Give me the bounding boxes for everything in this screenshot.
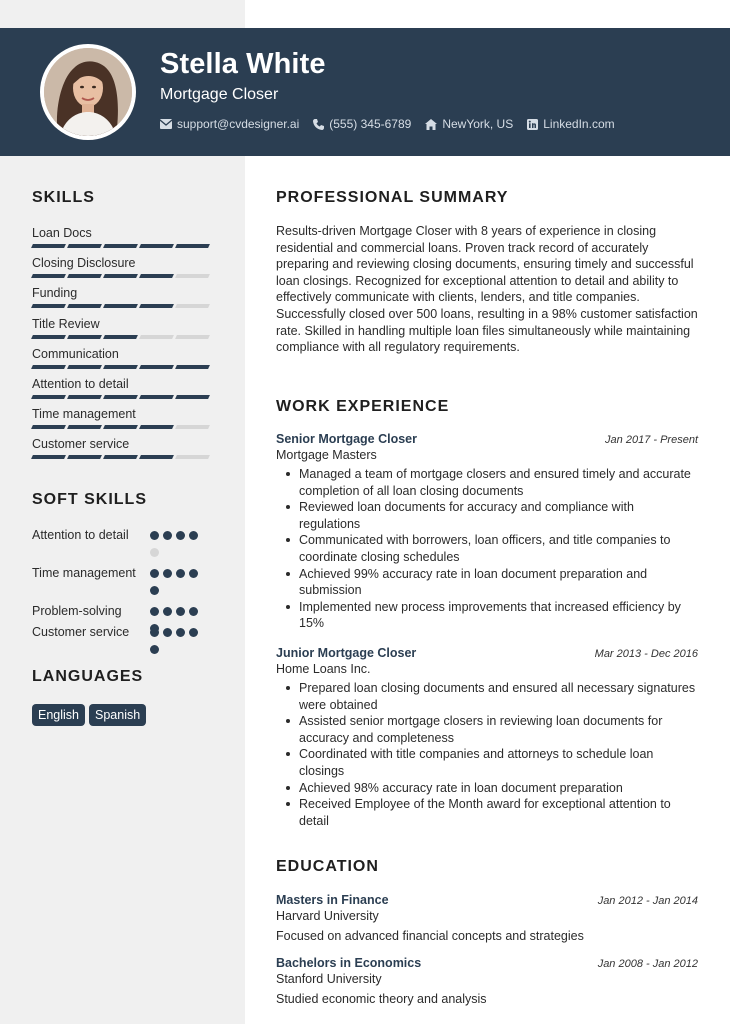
skill-level-segment	[67, 304, 102, 308]
skill-level-bar	[32, 304, 212, 308]
skill-level-segment	[139, 455, 174, 459]
contact-linkedin-text: LinkedIn.com	[543, 117, 615, 131]
skill-level-segment	[31, 365, 66, 369]
skill-level-segment	[31, 395, 66, 399]
contact-linkedin[interactable]	[527, 117, 614, 131]
skill-name: Communication	[32, 346, 119, 361]
candidate-title: Mortgage Closer	[160, 86, 279, 103]
rating-dot	[150, 569, 159, 578]
skill-level-segment	[103, 425, 138, 429]
languages-list	[32, 704, 150, 726]
skill-item	[32, 377, 212, 399]
soft-skill-name: Attention to detail	[32, 528, 129, 542]
summary-section	[276, 189, 698, 356]
skill-level-bar	[32, 425, 212, 429]
skill-level-segment	[175, 395, 210, 399]
skill-level-bar	[32, 395, 212, 399]
education-entry	[276, 956, 698, 1008]
skill-name: Loan Docs	[32, 226, 92, 240]
skill-level-segment	[175, 244, 210, 248]
education-heading: EDUCATION	[276, 858, 379, 875]
education-section	[276, 858, 698, 876]
skill-level-bar	[32, 335, 212, 339]
rating-dot	[189, 628, 198, 637]
experience-section	[276, 398, 698, 416]
skill-level-segment	[31, 274, 66, 278]
skill-level-segment	[175, 304, 210, 308]
rating-dot	[189, 569, 198, 578]
skill-item	[32, 226, 212, 248]
language-badge: English	[32, 704, 85, 726]
skill-level-bar	[32, 244, 212, 248]
list-item: Prepared loan closing documents and ensured all necessary signatures were obtained	[276, 680, 698, 713]
header-banner	[0, 28, 730, 156]
skill-level-bar	[32, 455, 212, 459]
skill-level-segment	[31, 425, 66, 429]
summary-heading: PROFESSIONAL SUMMARY	[276, 189, 509, 206]
email-icon	[160, 119, 172, 129]
skill-level-segment	[103, 335, 138, 339]
skill-level-segment	[139, 244, 174, 248]
linkedin-icon	[527, 119, 538, 130]
skill-item	[32, 286, 212, 308]
company-name: Mortgage Masters	[276, 448, 377, 462]
candidate-name: Stella White	[160, 48, 326, 80]
skill-level-segment	[103, 274, 138, 278]
skill-item	[32, 437, 212, 459]
skill-level-segment	[175, 365, 210, 369]
list-item: Reviewed loan documents for accuracy and compliance with regulations	[276, 499, 698, 532]
skill-item	[32, 407, 212, 429]
skills-heading: SKILLS	[32, 189, 95, 206]
rating-dot	[163, 531, 172, 540]
skill-level-segment	[103, 244, 138, 248]
contact-location	[425, 117, 513, 131]
soft-skill-name: Customer service	[32, 625, 130, 639]
profile-photo	[44, 48, 132, 136]
skill-level-segment	[175, 335, 210, 339]
rating-dot	[176, 569, 185, 578]
skill-level-segment	[31, 244, 66, 248]
list-item: Implemented new process improvements that increased efficiency by 15%	[276, 599, 698, 632]
skill-level-segment	[175, 455, 210, 459]
rating-dot	[189, 531, 198, 540]
job-title: Junior Mortgage Closer	[276, 646, 417, 660]
school-name: Stanford University	[276, 972, 382, 986]
home-icon	[425, 119, 437, 130]
summary-text: Results-driven Mortgage Closer with 8 years of experience in closing residential and commercial loans. Proven track record of accurately preparing and reviewing closing documents, ensuring timely and successful loan closings. Recognized for exceptional attention to detail and ability to effectively communicate with clients, lenders, and title companies. Successfully closed over 500 loans, resulting in a 98% customer satisfaction rate. Skilled in handling multiple loan files simultaneously while maintaining compliance with all regulatory requirements.	[276, 224, 698, 355]
skill-level-segment	[67, 274, 102, 278]
skill-level-segment	[139, 274, 174, 278]
education-entry	[276, 893, 698, 945]
rating-dot	[150, 628, 159, 637]
skill-level-segment	[67, 395, 102, 399]
company-name: Home Loans Inc.	[276, 662, 371, 676]
rating-dot	[150, 531, 159, 540]
job-bullets	[276, 680, 698, 829]
rating-dot	[150, 607, 159, 616]
skill-level-segment	[139, 304, 174, 308]
soft-skill-item	[32, 565, 212, 603]
language-badge: Spanish	[89, 704, 146, 726]
contact-email[interactable]	[160, 117, 299, 131]
experience-heading: WORK EXPERIENCE	[276, 398, 450, 415]
degree-title: Bachelors in Economics	[276, 956, 422, 970]
skill-level-segment	[31, 455, 66, 459]
skill-level-segment	[103, 455, 138, 459]
rating-dot	[176, 607, 185, 616]
job-bullets	[276, 466, 698, 632]
soft-skill-rating	[150, 527, 206, 565]
skill-level-segment	[103, 395, 138, 399]
skill-name: Funding	[32, 286, 78, 301]
rating-dot	[150, 586, 159, 595]
soft-skill-item	[32, 624, 212, 662]
rating-dot	[176, 531, 185, 540]
skill-level-segment	[139, 335, 174, 339]
degree-title: Masters in Finance	[276, 893, 389, 907]
skill-item	[32, 256, 212, 278]
skill-name: Time management	[32, 407, 136, 422]
skill-level-segment	[175, 274, 210, 278]
skill-level-segment	[175, 425, 210, 429]
soft-skill-rating	[150, 624, 206, 662]
soft-skills-heading: SOFT SKILLS	[32, 491, 147, 508]
skill-name: Closing Disclosure	[32, 256, 136, 271]
skill-level-segment	[67, 425, 102, 429]
skill-level-segment	[67, 365, 102, 369]
list-item: Communicated with borrowers, loan officers, and title companies to coordinate closing schedules	[276, 532, 698, 565]
rating-dot	[176, 628, 185, 637]
list-item: Assisted senior mortgage closers in reviewing loan documents for accuracy and completeness	[276, 713, 698, 746]
job-dates: Mar 2013 - Dec 2016	[594, 648, 698, 660]
soft-skill-item	[32, 527, 212, 565]
education-description: Focused on advanced financial concepts and strategies	[276, 929, 584, 943]
rating-dot	[163, 628, 172, 637]
job-dates: Jan 2017 - Present	[605, 434, 698, 446]
rating-dot	[189, 607, 198, 616]
contact-phone[interactable]	[313, 117, 411, 131]
rating-dot	[163, 569, 172, 578]
skill-level-segment	[31, 335, 66, 339]
soft-skill-name: Problem-solving	[32, 604, 122, 618]
skill-level-segment	[67, 455, 102, 459]
job-entry	[276, 646, 698, 829]
skill-level-segment	[67, 335, 102, 339]
soft-skill-rating	[150, 565, 206, 603]
skill-level-segment	[139, 425, 174, 429]
list-item: Achieved 98% accuracy rate in loan document preparation	[276, 780, 698, 797]
contact-location-text: NewYork, US	[442, 117, 514, 131]
avatar	[40, 44, 136, 140]
skill-name: Customer service	[32, 437, 130, 452]
skill-item	[32, 317, 212, 339]
rating-dot	[163, 607, 172, 616]
list-item: Coordinated with title companies and attorneys to schedule loan closings	[276, 746, 698, 779]
languages-heading: LANGUAGES	[32, 668, 144, 685]
soft-skill-name: Time management	[32, 566, 136, 580]
skill-name: Attention to detail	[32, 377, 129, 391]
contact-phone-text: (555) 345-6789	[329, 117, 412, 131]
education-dates: Jan 2008 - Jan 2012	[597, 958, 698, 970]
skill-item	[32, 347, 212, 369]
rating-dot	[150, 548, 159, 557]
skill-level-segment	[103, 304, 138, 308]
contact-bar	[160, 117, 629, 131]
rating-dot	[150, 645, 159, 654]
education-description: Studied economic theory and analysis	[276, 992, 487, 1006]
list-item: Achieved 99% accuracy rate in loan document preparation and submission	[276, 566, 698, 599]
list-item: Managed a team of mortgage closers and ensured timely and accurate completion of all loan closing documents	[276, 466, 698, 499]
school-name: Harvard University	[276, 909, 379, 923]
contact-email-text: support@cvdesigner.ai	[177, 117, 300, 131]
skill-level-bar	[32, 274, 212, 278]
skill-level-segment	[139, 365, 174, 369]
skill-level-segment	[31, 304, 66, 308]
skill-level-segment	[67, 244, 102, 248]
phone-icon	[313, 119, 324, 130]
job-title: Senior Mortgage Closer	[276, 432, 417, 446]
list-item: Received Employee of the Month award for exceptional attention to detail	[276, 796, 698, 829]
education-dates: Jan 2012 - Jan 2014	[597, 895, 698, 907]
job-entry	[276, 432, 698, 632]
skill-level-segment	[139, 395, 174, 399]
skill-level-bar	[32, 365, 212, 369]
skill-level-segment	[103, 365, 138, 369]
skill-name: Title Review	[32, 316, 100, 331]
